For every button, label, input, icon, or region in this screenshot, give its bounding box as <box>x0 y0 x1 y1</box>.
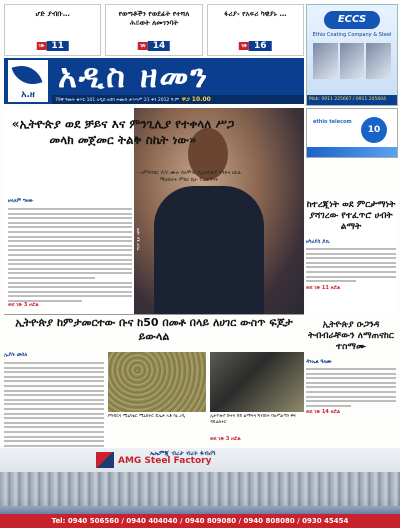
photo-caption-2: ኢትዮጵያ ቡናና ሻይ ልማትና ግብይት ባለሥልጣን ዋና ዳይሬክተር <box>210 414 296 425</box>
steel-products-image <box>0 472 400 506</box>
official-photo <box>210 352 304 412</box>
advert-telecom[interactable] <box>306 108 398 158</box>
advert-brand: AMG Steel Factory <box>118 456 212 466</box>
advert-stripe <box>307 147 397 157</box>
uganda-story-continued[interactable]: ወደ ገጽ 14 ዞሯል <box>306 409 341 416</box>
lead-story <box>4 108 304 314</box>
teaser-title: ሆድ ያብቡ… <box>35 10 70 18</box>
teaser-2[interactable] <box>105 4 202 56</box>
advert-contact: Mob: 0911 225667 / 0911 205604 <box>307 95 397 105</box>
page-label: ገጽ <box>139 43 146 49</box>
lead-story-headline[interactable]: «ኢትዮጵያ ወደ ቻይና እና ምንጊሊያ የተቀላለ ሥጋ መላክ መጀመር ትልቅ ስኬት ነው» <box>11 117 235 147</box>
advert-phones: Tel: 0940 506560 / 0940 404040 / 0940 809080 / 0940 808080 / 0930 45454 <box>0 514 400 528</box>
teaser-1[interactable] <box>4 4 101 56</box>
quill-emblem-icon <box>8 60 48 102</box>
eccs-logo: ECCS <box>324 11 380 29</box>
side-story-author: ዘካሪያስ ዶቢ <box>306 239 330 245</box>
teaser-title: ፋሪያ- የአፍሪ ካዊያኑ … <box>224 10 287 18</box>
teaser-page <box>138 41 170 51</box>
divider <box>4 314 304 315</box>
body-text-lines <box>4 362 104 460</box>
teaser-page <box>239 41 271 51</box>
page-number: 11 <box>46 41 69 51</box>
side-story-headline[interactable]: ከተረጂነት ወደ ምርታማነት ያሻገረው የተፈጥሮ ሀብት ልማት <box>306 200 396 232</box>
teaser-strip <box>4 4 304 56</box>
advert-amg-steel[interactable] <box>0 448 400 528</box>
issue-info-bar <box>52 95 304 104</box>
page-number: 14 <box>148 41 171 51</box>
teaser-page <box>36 41 68 51</box>
issue-info: 79ኛ ዓመት ቁጥር 101 አዲስ አበባ ሐሙስ ታኅሣሥ 21 ቀን 2012 ዓ.ም <box>55 98 180 103</box>
side-story <box>306 200 396 314</box>
advert-tagline: Ethio Coating Company & Steel <box>312 32 392 38</box>
photo-caption-1: የግብርና ሚኒስቴር ሚኒስትር ዴኤታ አቶ ሳኒ ረዲ <box>108 414 186 419</box>
telecom-brand: ethio telecom <box>313 119 352 125</box>
page-number: 16 <box>249 41 272 51</box>
lead-story-author: ዘላለም ግዛው <box>8 198 34 204</box>
coffee-story-headline[interactable]: ኢትዮጵያ ከምታመርተው ቡና ከ50 በመቶ በላይ ለሀገር ውስጥ ፍጆታ ይውላል <box>15 316 293 343</box>
lead-story-continued[interactable]: ወደ ገጽ 3 ዞሯል <box>8 302 39 308</box>
teaser-title: የወጣቶችን የወደፊት የተሻለ ሕይወት ለመገንባት <box>118 10 190 27</box>
newspaper-title: አዲስ ዘመን <box>58 58 210 95</box>
uganda-story-headline[interactable]: ኢትዮጵያ ዑጋንዳ ትብብራቸውን ለማጠናከር ተስማሙ <box>308 320 394 352</box>
advert-eccs[interactable] <box>306 4 398 106</box>
uganda-story-author: ዳንኤል ዓለሙ <box>306 359 332 365</box>
lead-story-byline: - አምባሳደር ዶ/ር ሙሉ ሰለሞን፤ የኢትዮጵያ ንግድና ዘርፈ ማህበራት ምክር ቤት ፕሬዚዳንት <box>136 170 242 183</box>
coffee-beans-photo <box>108 352 206 412</box>
uganda-story <box>306 320 396 444</box>
page-label: ገጽ <box>241 43 248 49</box>
masthead <box>4 58 304 104</box>
advert-brand-amharic: ኤኤምጂ ብረታ ብረት ፋብሪካ <box>150 450 216 457</box>
lead-story-body <box>8 198 132 304</box>
side-story-continued[interactable]: ወደ ገጽ 11 ዞሯል <box>306 284 341 291</box>
photo-credit: ፎቶ፦ ዳኜ አበራ <box>136 228 141 251</box>
advert-products-image <box>313 43 391 79</box>
body-text-lines <box>8 208 132 302</box>
emblem-abbr: አ.ዘ <box>21 90 35 100</box>
body-text-lines <box>306 368 396 407</box>
amg-logo-icon <box>96 452 114 468</box>
page-label: ገጽ <box>38 43 45 49</box>
body-text-lines <box>306 248 396 282</box>
anniversary-badge: 10 <box>361 117 387 143</box>
coffee-story-continued[interactable]: ወደ ገጽ 3 ዞሯል <box>210 436 241 442</box>
coffee-story-body <box>4 352 104 463</box>
teaser-3[interactable] <box>207 4 304 56</box>
coffee-story-author: ኢያሱ መሰለ <box>4 352 28 358</box>
issue-price: ዋጋ 10.00 <box>181 96 211 103</box>
